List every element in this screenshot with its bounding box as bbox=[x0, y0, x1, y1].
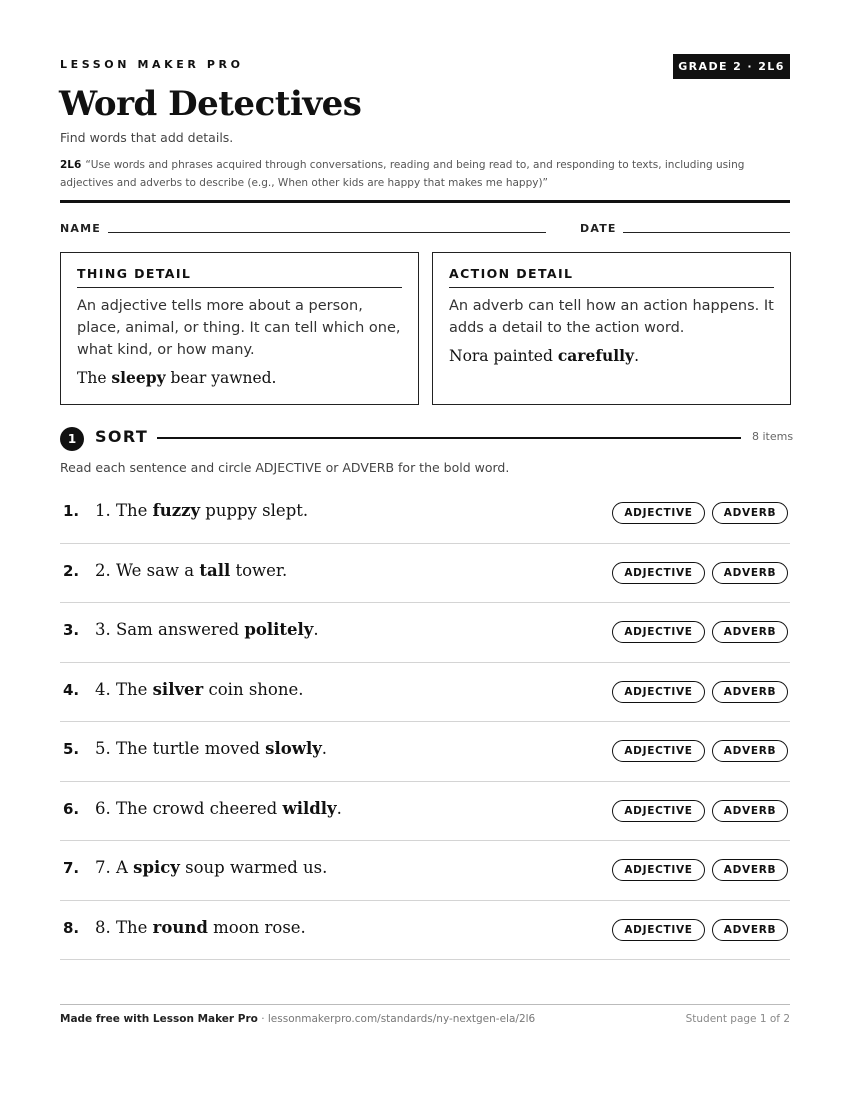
question-number: 2. bbox=[63, 561, 80, 580]
example-bold-word: carefully bbox=[557, 346, 635, 365]
sentence-text: 3. Sam answered bbox=[95, 620, 245, 639]
sentence-text: 2. We saw a bbox=[95, 560, 200, 580]
action-detail-example bbox=[449, 346, 774, 365]
adjective-choice[interactable]: ADJECTIVE bbox=[612, 919, 705, 941]
target-word: round bbox=[152, 917, 208, 937]
adverb-choice[interactable]: ADVERB bbox=[712, 681, 788, 703]
adverb-choice[interactable]: ADVERB bbox=[712, 800, 788, 822]
sentence-text: . bbox=[313, 620, 319, 639]
adverb-choice[interactable]: ADVERB bbox=[712, 740, 788, 762]
target-word: spicy bbox=[133, 858, 180, 877]
target-word: fuzzy bbox=[152, 501, 201, 520]
adjective-choice[interactable]: ADJECTIVE bbox=[612, 681, 705, 703]
sentence-text: 4. The bbox=[95, 679, 153, 699]
name-label: NAME bbox=[60, 222, 101, 235]
question-sentence bbox=[95, 501, 308, 520]
question-row bbox=[60, 841, 790, 901]
example-text: . bbox=[634, 347, 639, 365]
adjective-choice[interactable]: ADJECTIVE bbox=[612, 502, 705, 524]
sentence-text: 6. The crowd cheered bbox=[95, 798, 283, 818]
action-detail-box bbox=[432, 252, 791, 405]
sentence-text: tower. bbox=[230, 560, 288, 580]
target-word: wildly bbox=[282, 798, 337, 818]
section-divider bbox=[157, 437, 741, 439]
sentence-text: 8. The bbox=[95, 917, 153, 937]
target-word: politely bbox=[244, 620, 314, 639]
thing-detail-example bbox=[77, 368, 402, 387]
footer-page-number: Student page 1 of 2 bbox=[685, 1013, 790, 1025]
question-number: 5. bbox=[63, 740, 80, 758]
question-row bbox=[60, 544, 790, 604]
footer-credit bbox=[60, 1013, 535, 1025]
worksheet-title: Word Detectives bbox=[59, 84, 362, 124]
question-number: 7. bbox=[63, 859, 80, 877]
target-word: tall bbox=[199, 560, 231, 580]
adverb-choice[interactable]: ADVERB bbox=[712, 562, 788, 584]
footer-made-with: Made free with Lesson Maker Pro bbox=[60, 1013, 258, 1025]
section-number-badge: 1 bbox=[60, 427, 84, 451]
action-detail-body: An adverb can tell how an action happens. It adds a detail to the action word. bbox=[449, 298, 774, 336]
target-word: silver bbox=[152, 679, 204, 699]
brand-name: LESSON MAKER PRO bbox=[60, 58, 244, 71]
adverb-choice[interactable]: ADVERB bbox=[712, 502, 788, 524]
date-label: DATE bbox=[580, 222, 617, 235]
question-row bbox=[60, 722, 790, 782]
standard-code: 2L6 bbox=[60, 159, 82, 171]
adjective-choice[interactable]: ADJECTIVE bbox=[612, 621, 705, 643]
footer-divider bbox=[60, 1004, 790, 1005]
worksheet-subtitle: Find words that add details. bbox=[60, 130, 234, 145]
target-word: slowly bbox=[265, 739, 322, 758]
adverb-choice[interactable]: ADVERB bbox=[712, 919, 788, 941]
adjective-choice[interactable]: ADJECTIVE bbox=[612, 859, 705, 881]
name-field[interactable] bbox=[108, 232, 546, 233]
question-sentence bbox=[95, 858, 327, 877]
question-number: 4. bbox=[63, 680, 80, 699]
question-number: 1. bbox=[63, 502, 80, 520]
sentence-text: 1. The bbox=[95, 501, 153, 520]
question-row bbox=[60, 782, 790, 842]
sentence-text: 5. The turtle moved bbox=[95, 739, 266, 758]
example-bold-word: sleepy bbox=[111, 368, 166, 387]
thing-detail-box bbox=[60, 252, 419, 405]
question-row bbox=[60, 901, 790, 961]
question-sentence bbox=[95, 620, 319, 639]
sentence-text: moon rose. bbox=[207, 917, 306, 937]
example-text: Nora painted bbox=[449, 347, 558, 365]
sentence-text: coin shone. bbox=[203, 679, 304, 699]
thing-detail-heading: THING DETAIL bbox=[77, 253, 402, 288]
question-sentence bbox=[95, 918, 306, 937]
date-field[interactable] bbox=[623, 232, 790, 233]
question-number: 3. bbox=[63, 621, 80, 639]
question-number: 8. bbox=[63, 918, 80, 937]
question-sentence bbox=[95, 799, 342, 818]
adverb-choice[interactable]: ADVERB bbox=[712, 859, 788, 881]
adjective-choice[interactable]: ADJECTIVE bbox=[612, 800, 705, 822]
question-sentence bbox=[95, 739, 327, 758]
footer-url: · lessonmakerpro.com/standards/ny-nextgen-ela/2l6 bbox=[257, 1013, 536, 1025]
adverb-choice[interactable]: ADVERB bbox=[712, 621, 788, 643]
section-title: SORT bbox=[95, 427, 149, 446]
adjective-choice[interactable]: ADJECTIVE bbox=[612, 562, 705, 584]
sentence-text: . bbox=[321, 739, 328, 758]
example-text: The bbox=[77, 369, 112, 387]
sentence-text: 7. A bbox=[95, 858, 134, 877]
header-divider bbox=[60, 200, 790, 203]
question-number: 6. bbox=[63, 799, 80, 818]
standard-text: “Use words and phrases acquired through conversations, reading and being read to, and responding to texts, including using adjectives and adverbs to describe (e.g., When other kids are happy that makes me happy)” bbox=[60, 159, 745, 189]
section-item-count: 8 items bbox=[752, 430, 794, 443]
question-row bbox=[60, 484, 790, 544]
question-sentence bbox=[95, 561, 287, 580]
section-instructions: Read each sentence and circle ADJECTIVE or ADVERB for the bold word. bbox=[60, 460, 510, 475]
question-sentence bbox=[95, 680, 303, 699]
sentence-text: puppy slept. bbox=[200, 501, 309, 520]
question-row bbox=[60, 663, 790, 723]
example-text: bear yawned. bbox=[165, 369, 277, 387]
action-detail-heading: ACTION DETAIL bbox=[449, 253, 774, 288]
thing-detail-body: An adjective tells more about a person, place, animal, or thing. It can tell which one, what kind, or how many. bbox=[77, 298, 401, 358]
grade-badge: GRADE 2 · 2L6 bbox=[673, 54, 790, 79]
sentence-text: . bbox=[336, 798, 342, 818]
adjective-choice[interactable]: ADJECTIVE bbox=[612, 740, 705, 762]
question-row bbox=[60, 603, 790, 663]
sentence-text: soup warmed us. bbox=[179, 858, 328, 877]
standard-description bbox=[60, 156, 790, 192]
